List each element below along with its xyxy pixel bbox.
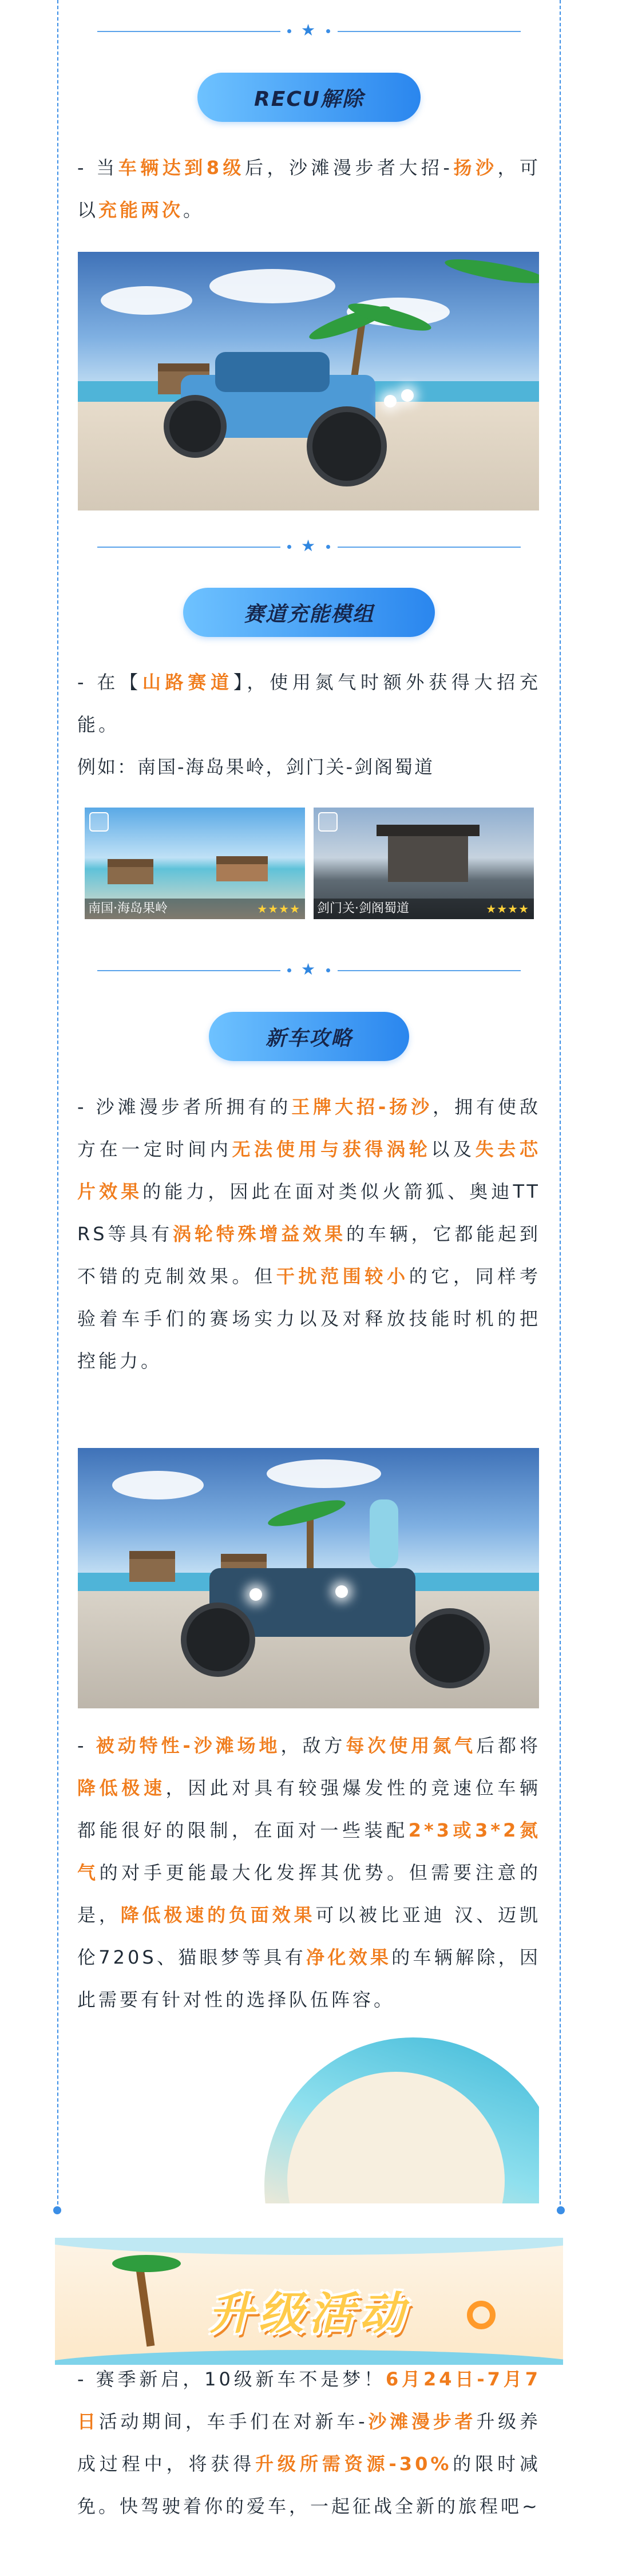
highlight-text: 无法使用与获得涡轮 xyxy=(232,1138,431,1160)
highlight-text: 被动特性-沙滩场地 xyxy=(96,1735,281,1756)
section-title-recu: RECU解除 xyxy=(197,73,421,122)
frame-corner-dot xyxy=(53,2206,61,2214)
highlight-text: 车辆达到8级 xyxy=(118,157,245,179)
highlight-text: 沙滩漫步者 xyxy=(367,2411,477,2432)
section-divider xyxy=(97,536,521,555)
highlight-text: 升级所需资源-30% xyxy=(255,2453,452,2475)
driver-figure xyxy=(370,1499,398,1568)
body-text: - 当 xyxy=(77,157,118,179)
highlight-text: 充能两次 xyxy=(98,199,184,221)
body-text: 的对手更能最大化发挥其优势。但需要注意的是， xyxy=(77,1862,541,1926)
flag-icon xyxy=(89,812,109,832)
highlight-text: 2*3或3*2氮气 xyxy=(77,1819,541,1883)
body-text: - xyxy=(77,1735,96,1756)
activity-paragraph xyxy=(77,2358,541,2527)
newcar-paragraph-1 xyxy=(77,1086,541,1382)
body-text: 的限时减免。快驾驶着你的爱车，一起征战全新的旅程吧~ xyxy=(77,2453,541,2517)
section-divider xyxy=(97,21,521,39)
highlight-text: 山路赛道 xyxy=(142,671,233,693)
banner-title: 升级活动 xyxy=(208,2288,410,2340)
highlight-text: 降低极速的负面效果 xyxy=(120,1904,316,1926)
star-icon: ★ xyxy=(301,536,316,555)
body-text: 升级养成过程中，将获得 xyxy=(77,2411,541,2475)
track-paragraph xyxy=(77,661,541,746)
track-card-nanguo[interactable] xyxy=(85,808,305,919)
body-text: ，可以 xyxy=(77,157,541,221)
body-text: - 赛季新启，10级新车不是梦！ xyxy=(77,2368,386,2390)
highlight-text: 扬沙 xyxy=(452,157,498,179)
body-text: ，因此对具有较强爆发性的竞速位车辆都能很好的限制，在面对一些装配 xyxy=(77,1777,541,1841)
track-card-jianmen[interactable] xyxy=(314,808,534,919)
star-icon: ★ xyxy=(301,960,316,979)
track-name: 剑门关·剑阁蜀道 xyxy=(314,899,534,919)
body-text: 的能力，因此在面对类似火箭狐、奥迪TT RS等具有 xyxy=(77,1181,541,1245)
body-text: 的车辆，它都能起到不错的克制效果。但 xyxy=(77,1223,541,1287)
highlight-text: 6月24日-7月7日 xyxy=(77,2368,541,2432)
body-text: 。 xyxy=(183,199,205,221)
body-text: 后都将 xyxy=(476,1735,541,1756)
highlight-text: 失去芯片效果 xyxy=(77,1138,541,1202)
flag-icon xyxy=(318,812,338,832)
track-example: 例如：南国-海岛果岭，剑门关-剑阁蜀道 xyxy=(77,756,435,778)
body-text: ，敌方 xyxy=(280,1735,346,1756)
section-title-newcar: 新车攻略 xyxy=(209,1012,409,1061)
highlight-text: 干扰范围较小 xyxy=(276,1265,409,1287)
highlight-text: 每次使用氮气 xyxy=(346,1735,477,1756)
highlight-text: 涡轮特殊增益效果 xyxy=(173,1223,346,1245)
highlight-text: 降低极速 xyxy=(77,1777,166,1799)
section-divider xyxy=(97,960,521,979)
recu-paragraph xyxy=(77,147,541,231)
body-text: 以及 xyxy=(431,1138,476,1160)
track-name: 南国·海岛果岭 xyxy=(85,899,305,919)
body-text: 的车辆解除，因此需要有针对性的选择队伍阵容。 xyxy=(77,1946,541,2011)
body-text: 可以被比亚迪 汉、迈凯伦720S、猫眼梦等具有 xyxy=(77,1904,541,1968)
body-text: ，拥有使敌方在一定时间内 xyxy=(77,1096,541,1160)
track-rating: ★★★★ xyxy=(486,902,529,916)
body-text: 】，使用氮气时额外获得大招充能。 xyxy=(77,671,541,735)
sea-wave-decoration xyxy=(78,2037,539,2203)
activity-banner xyxy=(55,2238,563,2365)
buggy-image-2 xyxy=(78,1448,539,1708)
body-text: - 在【 xyxy=(77,671,142,693)
newcar-paragraph-2 xyxy=(77,1724,541,2021)
body-text: 活动期间，车手们在对新车- xyxy=(98,2411,368,2432)
body-text: 的它，同样考验着车手们的赛场实力以及对释放技能时机的把控能力。 xyxy=(77,1265,541,1372)
highlight-text: 净化效果 xyxy=(306,1946,392,1968)
body-text: 后，沙滩漫步者大招- xyxy=(244,157,453,179)
buggy-image-1 xyxy=(78,252,539,511)
frame-corner-dot xyxy=(557,2206,565,2214)
section-title-track: 赛道充能模组 xyxy=(183,588,435,637)
track-rating: ★★★★ xyxy=(257,902,300,916)
highlight-text: 王牌大招-扬沙 xyxy=(291,1096,433,1118)
body-text: - 沙滩漫步者所拥有的 xyxy=(77,1096,292,1118)
star-icon: ★ xyxy=(301,21,316,39)
